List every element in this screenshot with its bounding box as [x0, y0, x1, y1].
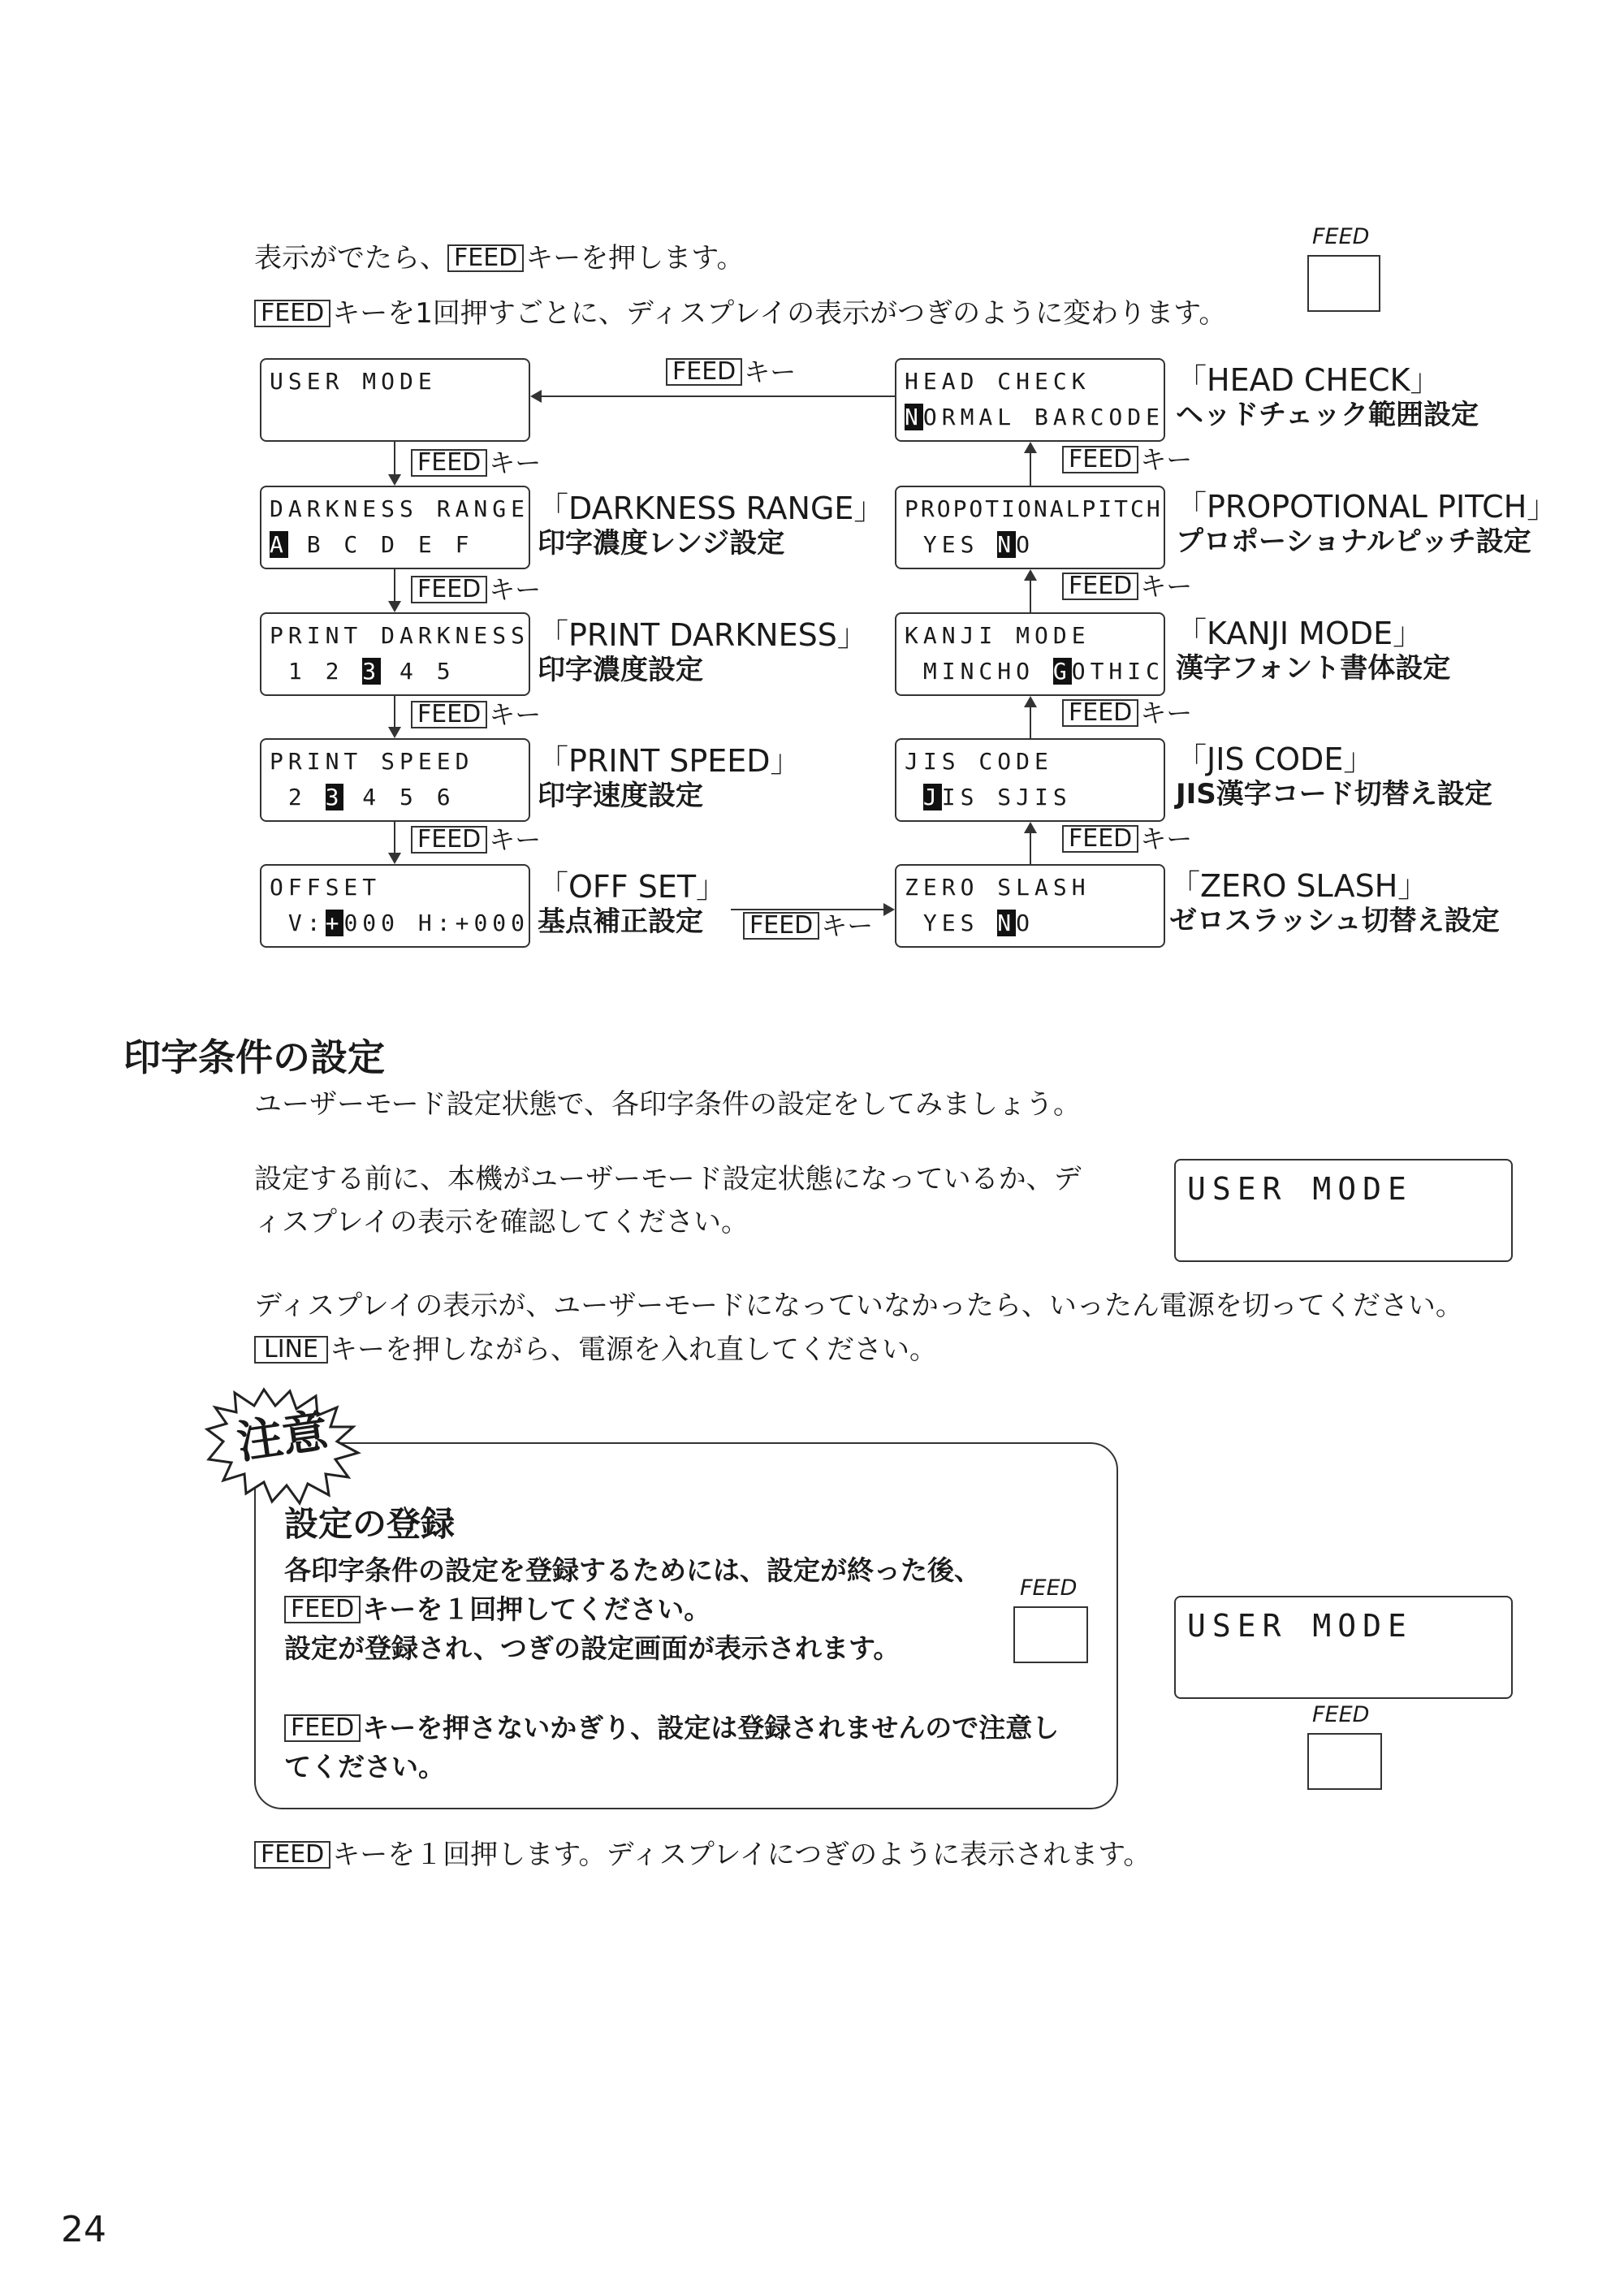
arrow-down-icon [388, 601, 401, 612]
lcd-darkness-range [260, 486, 530, 569]
arrow-line [1030, 707, 1031, 738]
feed-key-caption: FEED キー [411, 448, 541, 478]
arrow-down-icon [388, 727, 401, 738]
section-para-1: ユーザーモード設定状態で、各印字条件の設定をしてみましょう。 [254, 1088, 1081, 1121]
feed-key-caption: FEED キー [1062, 572, 1192, 601]
caution-line-4: FEED キーを押さないかぎり、設定は登録されませんので注意し [284, 1709, 1059, 1748]
arrow-up-icon [1024, 442, 1037, 453]
final-line: FEED キーを１回押します。ディスプレイにつぎのように表示されます。 [254, 1837, 1151, 1873]
caution-line-3: 設定が登録され、つぎの設定画面が表示されます。 [284, 1632, 901, 1664]
feed-button[interactable] [1013, 1606, 1088, 1663]
cursor: J [922, 784, 942, 810]
lcd-line-1: JIS CODE [905, 748, 1053, 775]
feed-button-caption: FEED [1312, 224, 1370, 249]
intro-text: キーを1回押すごとに、ディスプレイの表示がつぎのように変わります。 [332, 297, 1227, 330]
lcd-line-2: 1 2 3 4 5 [270, 658, 456, 685]
feed-key-label: FEED [284, 1596, 361, 1623]
lcd-propotional-pitch [895, 486, 1165, 569]
feed-key-caption: FEED キー [666, 357, 796, 387]
cursor: N [997, 531, 1017, 558]
page-number: 24 [61, 2209, 106, 2250]
feed-key-caption: FEED キー [411, 825, 541, 854]
label-jis-code: 「JIS CODE」 JIS漢字コード切替え設定 [1176, 741, 1492, 810]
arrow-line [1030, 580, 1031, 612]
cursor: 3 [362, 658, 382, 685]
section-title: 印字条件の設定 [123, 1035, 385, 1079]
feed-key-label: FEED [254, 1841, 330, 1869]
cursor: N [905, 404, 923, 430]
intro-line-1 [254, 240, 745, 276]
arrow-line [394, 696, 395, 728]
feed-button[interactable] [1307, 1733, 1382, 1790]
lcd-line-1: USER MODE [270, 368, 437, 395]
feed-key-caption: FEED キー [411, 575, 541, 604]
lcd-line-1: KANJI MODE [905, 622, 1091, 649]
label-head-check: 「HEAD CHECK」 ヘッドチェック範囲設定 [1176, 362, 1479, 431]
section-para-2-line-1: 設定する前に、本機がユーザーモード設定状態になっているか、デ [254, 1163, 1082, 1195]
arrow-line [1030, 832, 1031, 864]
arrow-up-icon [1024, 822, 1037, 833]
arrow-line [1030, 452, 1031, 486]
label-print-darkness: 「PRINT DARKNESS」 印字濃度設定 [538, 617, 868, 686]
lcd-line-2: YES NO [905, 910, 1035, 936]
lcd-line-1: PRINT SPEED [270, 748, 474, 775]
lcd-line-2: NORMAL BARCODE [905, 404, 1165, 430]
lcd-line-2: 2 3 4 5 6 [270, 784, 456, 810]
lcd-line-2: MINCHO GOTHIC [905, 658, 1165, 685]
lcd-user-mode-result [1174, 1596, 1513, 1699]
cursor: G [1052, 658, 1072, 685]
feed-key-caption: FEED キー [1062, 445, 1192, 474]
lcd-offset [260, 864, 530, 948]
feed-button-caption: FEED [1020, 1575, 1078, 1601]
intro-line-2 [254, 296, 1226, 331]
intro-text: キーを押します。 [525, 242, 745, 274]
cursor: A [270, 531, 288, 558]
lcd-line-1: USER MODE [1187, 1608, 1413, 1644]
cursor: + [325, 910, 344, 936]
label-darkness-range: 「DARKNESS RANGE」 印字濃度レンジ設定 [538, 491, 885, 560]
lcd-kanji-mode [895, 612, 1165, 696]
lcd-line-1: PRINT DARKNESS [270, 622, 530, 649]
lcd-jis-code [895, 738, 1165, 822]
lcd-line-1: PROPOTIONALPITCH [905, 495, 1163, 522]
lcd-print-speed [260, 738, 530, 822]
arrow-line [394, 822, 395, 854]
caution-line-1: 各印字条件の設定を登録するためには、設定が終った後、 [284, 1554, 981, 1586]
arrow-left-icon [530, 390, 542, 403]
feed-button-caption: FEED [1312, 1702, 1370, 1727]
feed-button[interactable] [1307, 255, 1380, 312]
section-para-3-line-2: LINE キーを押しながら、電源を入れ直してください。 [254, 1332, 937, 1368]
feed-key-label: FEED [447, 244, 524, 272]
arrow-line [394, 442, 395, 476]
section-para-2-line-2: ィスプレイの表示を確認してください。 [254, 1206, 749, 1238]
lcd-zero-slash [895, 864, 1165, 948]
lcd-line-1: USER MODE [1187, 1171, 1413, 1207]
caution-line-5: てください。 [284, 1751, 445, 1783]
lcd-line-1: DARKNESS RANGE [270, 495, 530, 522]
lcd-line-2: V:+000 H:+000 [270, 910, 530, 936]
caution-line-2: FEED キーを１回押してください。 [284, 1590, 710, 1629]
section-para-3-line-1: ディスプレイの表示が、ユーザーモードになっていなかったら、いったん電源を切ってください。 [254, 1290, 1463, 1322]
label-propotional-pitch: 「PROPOTIONAL PITCH」 プロポーショナルピッチ設定 [1176, 489, 1558, 558]
lcd-head-check [895, 358, 1165, 442]
feed-key-caption: FEED キー [1062, 824, 1192, 854]
lcd-line-1: OFFSET [270, 874, 382, 901]
cursor: 3 [325, 784, 344, 810]
caution-title: 設定の登録 [284, 1504, 456, 1544]
feed-key-label: FEED [284, 1714, 361, 1742]
arrow-line [542, 395, 895, 397]
arrow-down-icon [388, 853, 401, 864]
feed-key-caption: FEED キー [411, 700, 541, 729]
arrow-up-icon [1024, 569, 1037, 581]
lcd-line-1: ZERO SLASH [905, 874, 1091, 901]
arrow-right-icon [883, 903, 895, 916]
lcd-line-2: A B C D E F [270, 531, 474, 558]
feed-key-caption: FEED キー [1062, 698, 1192, 728]
lcd-line-2: JIS SJIS [922, 784, 1072, 810]
arrow-up-icon [1024, 696, 1037, 707]
label-print-speed: 「PRINT SPEED」 印字速度設定 [538, 743, 801, 812]
line-key-label: LINE [254, 1336, 328, 1364]
arrow-down-icon [388, 474, 401, 486]
cursor: N [997, 910, 1017, 936]
lcd-user-mode-check [1174, 1159, 1513, 1262]
lcd-user-mode [260, 358, 530, 442]
feed-key-label: FEED [254, 300, 330, 327]
intro-text: 表示がでたら、 [254, 242, 447, 274]
feed-key-caption: FEED キー [743, 911, 873, 940]
caution-badge: 注意 [233, 1404, 331, 1470]
label-kanji-mode: 「KANJI MODE」 漢字フォント書体設定 [1176, 616, 1451, 685]
label-offset: 「OFF SET」 基点補正設定 [538, 869, 728, 938]
lcd-print-darkness [260, 612, 530, 696]
arrow-line [394, 569, 395, 602]
lcd-line-1: HEAD CHECK [905, 368, 1091, 395]
lcd-line-2: YES NO [905, 531, 1035, 558]
label-zero-slash: 「ZERO SLASH」 ゼロスラッシュ切替え設定 [1169, 868, 1500, 937]
